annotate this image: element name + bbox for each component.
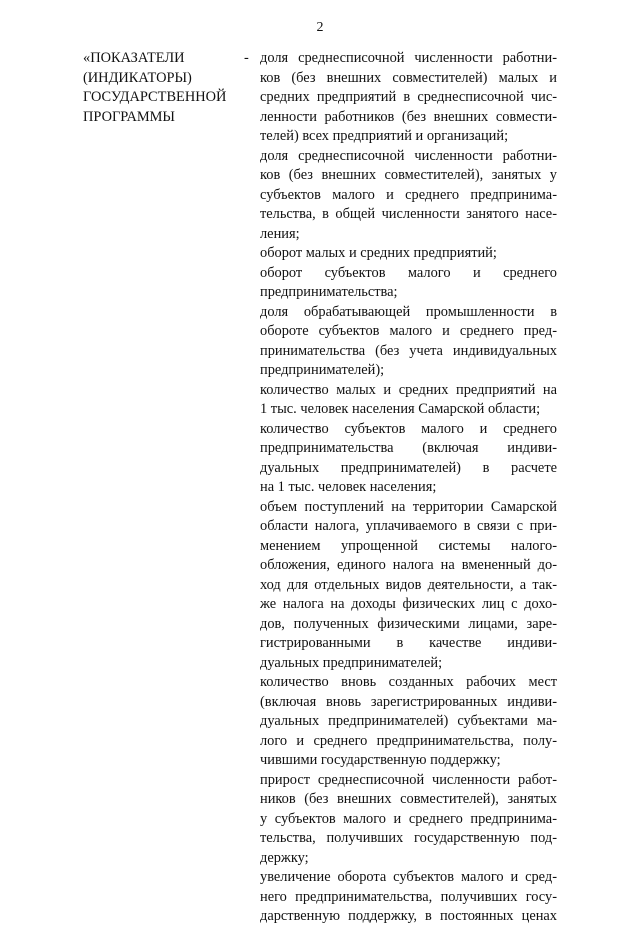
indicator-line: количество субъектов малого и среднего (260, 420, 557, 437)
indicator-line: предпринимательства (включая индиви- (260, 440, 557, 456)
indicator-item (260, 244, 557, 264)
indicator-line: субъектов малого и среднего предпринима- (260, 186, 557, 203)
section-heading-line: ГОСУДАРСТВЕННОЙ (83, 89, 227, 105)
indicator-line: него предпринимательства, получивших госу- (260, 888, 557, 905)
indicator-item (260, 381, 557, 420)
indicator-line: дуальных предпринимателей) субъектами ма- (260, 713, 557, 729)
indicator-line: тельства, получивших государственную под- (260, 830, 557, 846)
indicator-line: 1 тыс. человек населения Самарской области; (260, 401, 541, 417)
indicator-item (260, 420, 557, 498)
indicator-line: доля обрабатывающей промышленности в (260, 303, 557, 320)
indicator-line: количество вновь созданных рабочих мест (260, 674, 557, 690)
indicator-line: обороте субъектов малого и среднего пред- (260, 323, 557, 339)
indicator-line: дарственную поддержку, в постоянных ценах (260, 908, 557, 924)
indicator-line: объем поступлений на территории Самарской (260, 498, 557, 515)
indicator-line: увеличение оборота субъектов малого и сред- (260, 869, 557, 885)
section-heading-line: (ИНДИКАТОРЫ) (83, 69, 192, 86)
indicator-line: ков (без внешних совместителей), занятых у (260, 167, 557, 183)
indicator-line: предпринимателей); (260, 362, 385, 378)
indicator-line: принимательства (без учета индивидуальных (260, 342, 557, 359)
indicator-line: дуальных предпринимателей) в расчете (260, 459, 557, 476)
indicator-line: средних предприятий в среднесписочной чис- (260, 89, 557, 105)
indicator-item (260, 264, 557, 303)
indicator-line: ления; (260, 225, 300, 242)
indicator-item (260, 673, 557, 771)
indicator-line: на 1 тыс. человек населения; (260, 479, 437, 495)
indicator-line: оборот субъектов малого и среднего (260, 264, 557, 281)
indicator-line: у субъектов малого и среднего предпринима- (260, 810, 557, 827)
indicator-line: тельства, в общей численности занятого насе- (260, 206, 557, 222)
indicator-line: держку; (260, 849, 309, 866)
section-heading-line: ПРОГРАММЫ (83, 108, 175, 125)
indicator-line: чившими государственную поддержку; (260, 752, 501, 768)
section-heading-line: «ПОКАЗАТЕЛИ (83, 50, 185, 66)
indicator-line: ход для отдельных видов деятельности, а так- (260, 576, 557, 593)
page-number: 2 (316, 20, 324, 35)
indicator-line: доля среднесписочной численности работни- (260, 50, 557, 66)
indicator-line: менением упрощенной системы налого- (260, 537, 557, 554)
indicator-line: ников (без внешних совместителей), занятых (260, 791, 557, 807)
indicator-line: количество малых и средних предприятий на (260, 381, 557, 398)
indicator-item (260, 498, 557, 674)
section-heading (83, 49, 243, 127)
indicator-list (260, 49, 557, 927)
indicator-line: области налога, уплачиваемого в связи с при- (260, 518, 557, 534)
indicator-line: предпринимательства; (260, 284, 398, 300)
indicator-line: ков (без внешних совместителей) малых и (260, 69, 557, 86)
indicator-line: прирост среднесписочной численности работ- (260, 771, 557, 788)
indicator-item (260, 868, 557, 927)
indicator-item (260, 303, 557, 381)
dash-separator: - (244, 50, 249, 66)
indicator-line: оборот малых и средних предприятий; (260, 245, 497, 261)
indicator-item (260, 771, 557, 869)
indicator-line: лого и среднего предпринимательства, полу- (260, 732, 557, 749)
indicator-item (260, 147, 557, 245)
indicator-line: ленности работников (без внешних совмести- (260, 108, 557, 125)
indicator-line: гистрированными в качестве индиви- (260, 635, 557, 651)
indicator-line: дов, полученных физическими лицами, заре- (260, 615, 557, 632)
indicator-line: (включая вновь зарегистрированных индиви- (260, 693, 557, 710)
indicator-line: обложения, единого налога на вмененный до- (260, 557, 557, 573)
indicator-line: же налога на доходы физических лиц с дохо- (260, 596, 557, 612)
indicator-line: доля среднесписочной численности работни- (260, 147, 557, 164)
indicator-line: телей) всех предприятий и организаций; (260, 128, 509, 144)
indicator-item (260, 49, 557, 147)
indicator-line: дуальных предпринимателей; (260, 654, 443, 671)
